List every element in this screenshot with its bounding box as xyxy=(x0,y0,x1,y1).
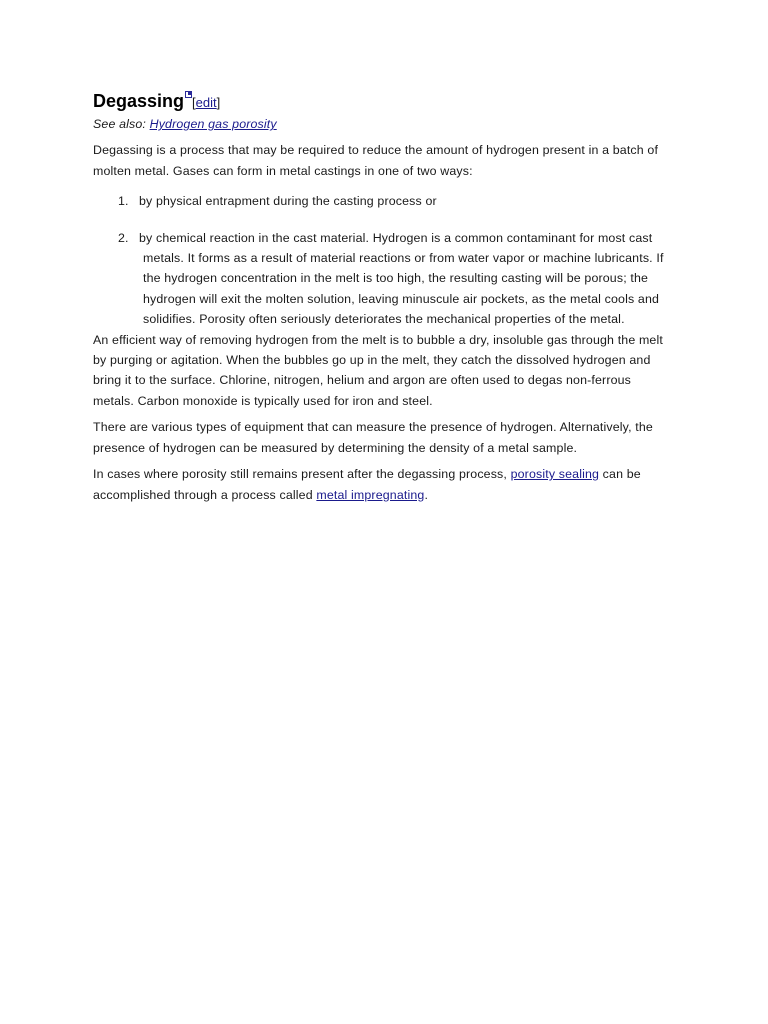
list-item-text: by physical entrapment during the casting process or xyxy=(139,194,437,209)
porosity-paragraph: In cases where porosity still remains present after the degassing process, porosity sealing can be accomplished through a process called metal impregnating. xyxy=(93,467,641,502)
list-item xyxy=(93,191,675,211)
hydrogen-gas-porosity-link[interactable]: Hydrogen gas porosity xyxy=(149,117,277,131)
list-number: 1. xyxy=(118,194,129,209)
external-link-icon[interactable] xyxy=(185,91,192,98)
list-number: 2. xyxy=(118,230,129,245)
section-title: Degassing xyxy=(93,91,185,111)
see-also-note: See also: Hydrogen gas porosity xyxy=(93,117,277,131)
porosity-sealing-link[interactable]: porosity sealing xyxy=(510,467,600,482)
metal-impregnating-link[interactable]: metal impregnating xyxy=(316,487,425,502)
list-item xyxy=(93,228,675,330)
article-section xyxy=(93,88,675,511)
measurement-paragraph: There are various types of equipment that can measure the presence of hydrogen. Alternatively, the presence of hydrogen can be measured by determining the density of a metal sample. xyxy=(93,420,653,455)
edit-link[interactable]: edit xyxy=(195,95,217,110)
list-item-text: by chemical reaction in the cast material. Hydrogen is a common contaminant for most cast metals. It forms as a result of material reactions or from water vapor or machine lubricants. If the hydrogen concentration in the melt is too high, the resulting casting will be porous; the hydrogen will exit the molten solution, leaving minuscule air pockets, as the metal cools and solidifies. Porosity often seriously deteriorates the mechanical properties of the metal. xyxy=(139,230,664,327)
section-heading xyxy=(93,88,675,116)
edit-link-wrapper: [edit] xyxy=(192,95,221,110)
formation-list xyxy=(93,191,675,329)
removal-paragraph: An efficient way of removing hydrogen from the melt is to bubble a dry, insoluble gas through the melt by purging or agitation. When the bubbles go up in the melt, they catch the dissolved hydrogen and bring it to the surface. Chlorine, nitrogen, helium and argon are often used to degas non-ferrous metals. Carbon monoxide is typically used for iron and steel. xyxy=(93,332,663,408)
intro-paragraph: Degassing is a process that may be required to reduce the amount of hydrogen present in a batch of molten metal. Gases can form in metal castings in one of two ways: xyxy=(93,143,659,178)
